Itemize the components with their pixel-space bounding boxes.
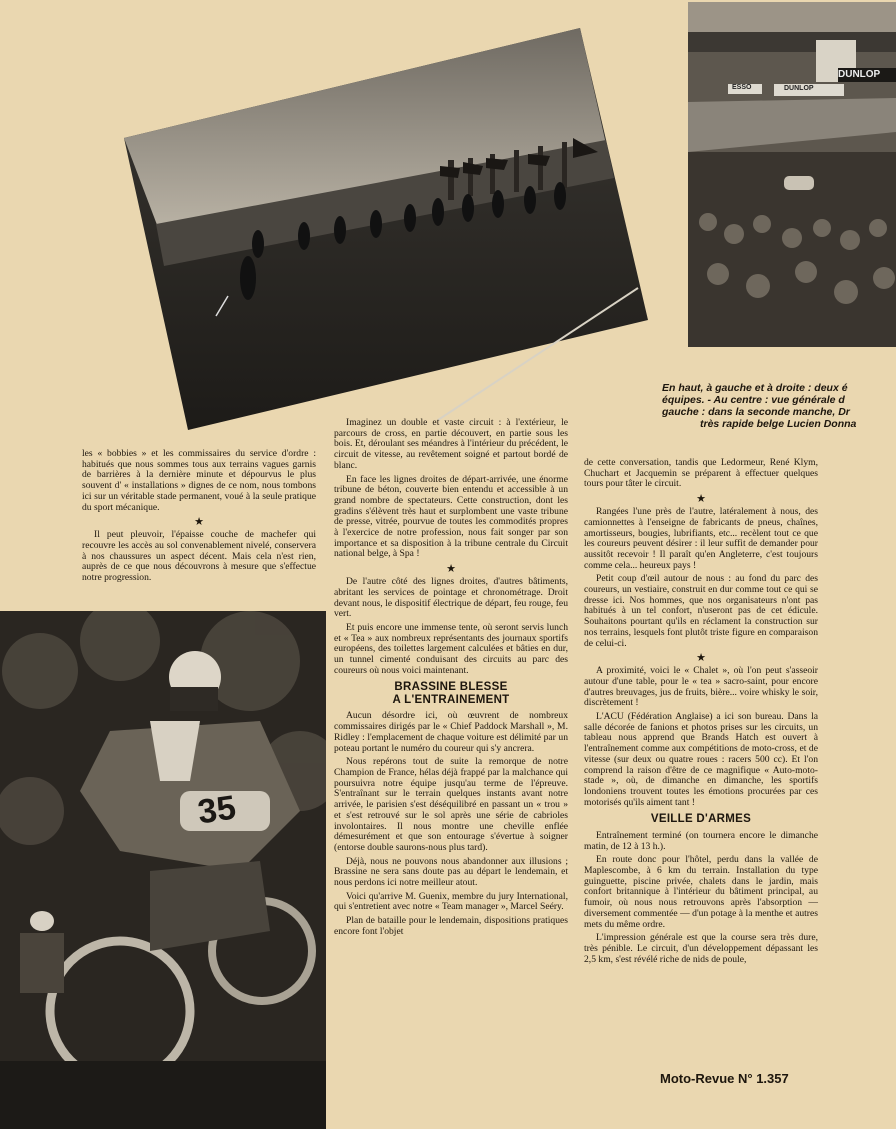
esso-banner: ESSO xyxy=(732,84,752,91)
section-heading-brassine xyxy=(334,681,568,706)
col1-paragraph-1: les « bobbies » et les commissaires du service d'ordre : habitués que nous sommes tous aux terrains vagues garnis de barrières à la dernière minute et dépourvus le plus souvent d' « installations » dignes de ce nom, nous tombons ici sur un véritable stade permanent, voué à la seule pratique du sport mécanique. xyxy=(82,448,316,513)
article-column-2 xyxy=(334,418,568,941)
dunlop-banner-top: DUNLOP xyxy=(838,69,881,80)
col2-paragraph-9: Plan de bataille pour le lendemain, dispositions pratiques encore font l'objet xyxy=(334,915,568,937)
photo-circuit-crowd xyxy=(688,2,896,347)
col2-paragraph-1: Imaginez un double et vaste circuit : à l'extérieur, le parcours de cross, en partie découvert, en partie sous les bois. Et, déroulant ses méandres à l'intérieur du précédent, le circuit de vitesse, au revêtement soigné et partout bordé de blanc. xyxy=(334,417,568,471)
caption-line-2: équipes. - Au centre : vue générale d xyxy=(662,394,845,406)
photo-rider xyxy=(0,611,326,1129)
separator-star: ★ xyxy=(696,652,706,665)
rider-number-plate: 35 xyxy=(195,788,239,832)
photo-parade xyxy=(118,28,652,430)
col3-paragraph-7: En route donc pour l'hôtel, perdu dans la vallée de Maplescombe, à 6 km du terrain. Installation du type guinguette, piscine privée, chalets dans le jardin, mais confort britannique à l'intérieur du bâtiment principal, au fumoir, où nous nous retrouvons après l'absorption — diversement commentée — d'un potage à la menthe et autres mets du même ordre. xyxy=(584,854,818,930)
rider-photo-svg xyxy=(0,611,326,1129)
heading-line-1: BRASSINE BLESSE xyxy=(394,681,508,694)
col2-paragraph-2: En face les lignes droites de départ-arrivée, une énorme tribune de béton, couverte bien entendu et accessible à un grand nombre de spectateurs. Cette construction, dont les gradins s'élèvent très haut et surplombent une vaste tribune de presse, vitrée, pourvue de toutes les commodités propres à l'exercice de notre profession, nous fait songer par son importance et sa disposition à la tribune centrale du Circuit national belge, à Spa ! xyxy=(334,473,568,560)
caption-line-1: En haut, à gauche et à droite : deux é xyxy=(662,382,848,394)
col3-paragraph-1: de cette conversation, tandis que Ledormeur, René Klym, Chuchart et Jacquemin se préparent à effectuer quelques tours pour tâter le circuit. xyxy=(584,457,818,490)
separator-star: ★ xyxy=(446,563,456,576)
col2-paragraph-8: Voici qu'arrive M. Guenix, membre du jury International, qui s'entretient avec notre « Team manager », Marcel Seéry. xyxy=(334,890,568,913)
article-column-3 xyxy=(584,458,818,968)
dunlop-banner-mid: DUNLOP xyxy=(784,85,814,92)
heading-line-2: A L'ENTRAINEMENT xyxy=(392,693,510,706)
page-footer: Moto-Revue N° 1.357 xyxy=(660,1071,789,1086)
col3-paragraph-8: L'impression générale est que la course sera très dure, très pénible. Le circuit, d'un développement dépassant les 2,5 km, s'est révélé riche de nids de poule, xyxy=(584,932,818,965)
col3-paragraph-3: Petit coup d'œil autour de nous : au fond du parc des coureurs, un vestiaire, construit en dur comme tout ce qui se dresse ici. Nos hommes, que nos organisateurs n'ont pas habitués à un tel confort, n'useront pas de cet édicule. Souhaitons pourtant qu'ils en réclament la construction sur nos terrains, lesquels font plutôt triste figure en comparaison de celui-ci. xyxy=(584,573,818,649)
caption-line-4: très rapide belge Lucien Donna xyxy=(700,418,857,430)
separator-star: ★ xyxy=(194,516,204,529)
col2-paragraph-4: Et puis encore une immense tente, où seront servis lunch et « Tea » aux nombreux représentants des journaux sportifs européens, des toilettes largement calculées et bâties en dur, un tunnel cimenté conduisant des circuits au parc des coureurs où nous voici maintenant. xyxy=(334,621,568,676)
col2-paragraph-3: De l'autre côté des lignes droites, d'autres bâtiments, abritant les services de pointage et chronométrage. Droit devant nous, le dispositif électrique de départ, feu rouge, feu vert. xyxy=(334,576,568,620)
col3-paragraph-6: Entraînement terminé (on tournera encore le dimanche matin, de 12 à 13 h.). xyxy=(584,829,818,852)
article-column-1 xyxy=(82,449,316,587)
circuit-photo-svg xyxy=(688,2,896,347)
photo-caption xyxy=(662,382,856,430)
col3-paragraph-2: Rangées l'une près de l'autre, latéralement à nous, des camionnettes à l'enseigne de fabricants de pneus, chaînes, amortisseurs, bougies, lubrifiants, etc... recèlent tout ce que les coureurs peuvent désirer : il leur suffit de demander pour aussitôt recevoir ! Il paraît qu'en Angleterre, c'est toujours comme cela... heureux pays ! xyxy=(584,506,818,571)
col1-paragraph-2: Il peut pleuvoir, l'épaisse couche de machefer qui recouvre les accès au sol convenablement nivelé, conservera à nos chaussures un aspect décent. Mais cela n'est rien, auprès de ce que nous découvrons à mesure que s'effectue notre progression. xyxy=(82,529,316,584)
caption-line-3: gauche : dans la seconde manche, Dr xyxy=(662,406,850,418)
col3-paragraph-4: A proximité, voici le « Chalet », où l'on peut s'asseoir autour d'une table, pour le « tea » sacro-saint, pour encore d'autres breuvages, jus de fruits, bière... voire whisky le soir, discrètement ! xyxy=(584,665,818,709)
col3-paragraph-5: L'ACU (Fédération Anglaise) a ici son bureau. Dans la salle décorée de fanions et photos prises sur les circuits, un tableau nous apprend que Brands Hatch est ouvert à l'entraînement comme aux compétitions de moto-cross, et de vitesse (sur deux ou quatre roues : racers 500 cc). Et l'on comprend la raison d'être de ce magnifique « Auto-moto-stade », où, de dimanche en dimanche, les sportifs londoniens trouvent toutes les émotions procurées par ces motorisés qu'ils aiment tant ! xyxy=(584,711,818,808)
section-heading-veille: VEILLE D'ARMES xyxy=(650,813,752,826)
col2-paragraph-5: Aucun désordre ici, où œuvrent de nombreux commissaires dirigés par le « Chief Paddock Marshall », M. Ridley : l'emplacement de chaque voiture est délimité par un poteau portant le numéro du coureur qui s'y ancrera. xyxy=(334,710,568,754)
separator-star: ★ xyxy=(696,493,706,506)
parade-photo-svg xyxy=(118,28,652,430)
col2-paragraph-7: Déjà, nous ne pouvons nous abandonner aux illusions ; Brassine ne sera sans doute pas au départ le lendemain, et nous perdons ici notre meilleur atout. xyxy=(334,855,568,889)
col2-paragraph-6: Nous repérons tout de suite la remorque de notre Champion de France, hélas déjà frappé par la malchance qui poursuivra notre équipe jusqu'au terme de l'épreuve. S'entraînant sur le terrain quelques instants avant notre arrivée, le parisien s'est déséquilibré en passant un « trou » et s'est retrouvé sur le sol après une série de cabrioles involontaires. Il nous montre une cheville enflée démesurément et que son entourage s'évertue à soigner (entorse double saurons-nous plus tard). xyxy=(334,756,568,853)
